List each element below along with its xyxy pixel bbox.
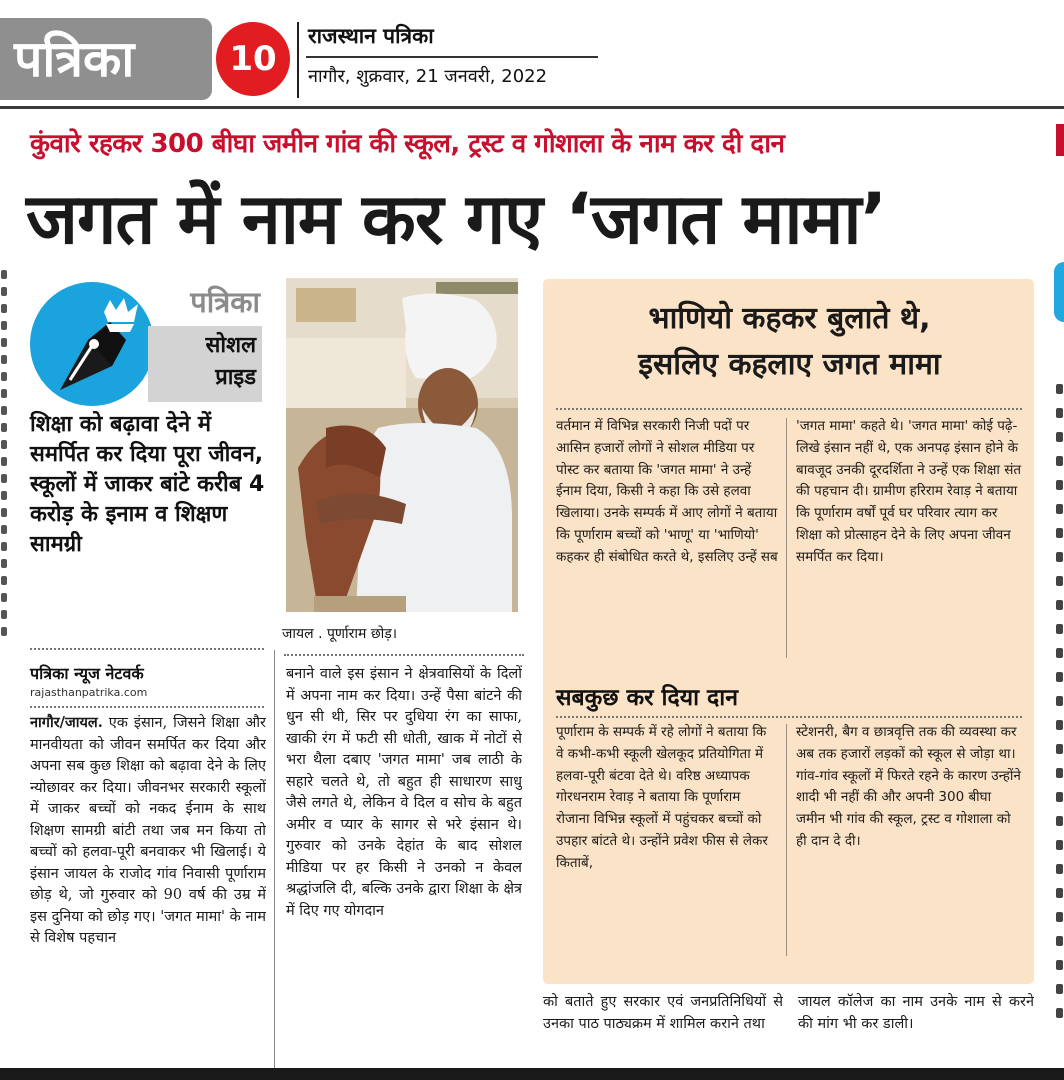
body-column-2: बनाने वाले इस इंसान ने क्षेत्रवासियों के दिलों में अपना नाम कर दिया। उन्हें पैसा बांटने की धुन सी थी, सिर पर दुधिया रंग का साफा, खाकी रंग में फटी सी धोती, खाक में नोटों से भरा थैला दबाए 'जगत मामा' जब लाठी के सहारे चलते थे, तो बहुत ही साधारण साधु जैसे लगते थे, लेकिन वे दिल व सोच के बहुत अमीर व प्यार के सागर से भरे इंसान थे। गुरुवार को उनके देहांत के बाद सोशल मीडिया पर हर किसी ने उनको न केवल श्रद्धांजलि दी, बल्कि उनके द्वारा शिक्षा के क्षेत्र में दिए गए योगदान <box>286 666 522 919</box>
masthead <box>0 0 1064 108</box>
dateline-lead: नागौर/जायल. <box>30 714 103 731</box>
body-column-4: जायल कॉलेज का नाम उनके नाम से करने की मांग भी कर डाली। <box>798 994 1034 1032</box>
adjacent-logo-right <box>1054 262 1064 322</box>
body-column-1 <box>30 712 266 1068</box>
sidebar-title <box>545 296 1034 388</box>
adjacent-column-right <box>1054 370 1064 1030</box>
pen-nib-logo-icon <box>30 282 154 406</box>
badge-brand: पत्रिका <box>190 285 260 319</box>
website: rajasthanpatrika.com <box>30 686 148 699</box>
deck-divider <box>30 648 264 650</box>
sidebar-subhead: सबकुछ कर दिया दान <box>556 685 738 711</box>
paper-name: राजस्थान पत्रिका <box>308 24 434 48</box>
badge-line-pride: प्राइड <box>215 365 256 390</box>
page-top-rule <box>0 106 1064 109</box>
sidebar-para1-right: 'जगत मामा' कहते थे। 'जगत मामा' कोई पढ़े-लिखे इंसान नहीं थे, एक अनपढ़ इंसान होने के बावजूद उनकी दूरदर्शिता ने उन्हें एक शिक्षा संत की पहचान दी। ग्रामीण हरिराम रेवाड़ ने बताया कि पूर्णाराम वर्षों पूर्व घर परिवार त्याग कर शिक्षा को प्रोत्साहन देने के लिए अपना जीवन समर्पित कर दिया। <box>796 418 1022 565</box>
bottom-edge-bar <box>0 1068 1064 1080</box>
portrait-photo <box>286 278 518 612</box>
sidebar-column-rule-1 <box>786 418 787 658</box>
brand-name: पत्रिका <box>14 30 135 88</box>
kicker-headline: कुंवारे रहकर 300 बीघा जमीन गांव की स्कूल, ट्रस्ट व गोशाला के नाम कर दी दान <box>30 129 785 159</box>
sidebar-para2-left: पूर्णाराम के सम्पर्क में रहे लोगों ने बताया कि वे कभी-कभी स्कूली खेलकूद प्रतियोगिता में हलवा-पूरी बंटवा देते थे। वरिष्ठ अध्यापक गोरधनराम रेवाड़ ने बताया कि पूर्णाराम रोजाना विभिन्न स्कूलों में पहुंचकर बच्चों को उपहार बांटते थे। उन्होंने प्रवेश फीस से लेकर किताबें, <box>556 724 768 871</box>
story-deck: शिक्षा को बढ़ावा देने में समर्पित कर दिया पूरा जीवन, स्कूलों में जाकर बांटे करीब 4 करोड़ के इनाम व शिक्षण सामग्री <box>30 412 265 557</box>
main-headline: जगत में नाम कर गए ‘जगत मामा’ <box>26 178 887 260</box>
masthead-divider <box>297 22 299 98</box>
sidebar-title-line-2: इसलिए कहलाए जगत मामा <box>638 347 941 382</box>
adjacent-column-left <box>0 262 12 672</box>
subhead-divider <box>556 716 1022 718</box>
adjacent-kicker-right <box>1056 124 1064 156</box>
brand-box <box>0 18 212 100</box>
byline: पत्रिका न्यूज नेटवर्क <box>30 664 144 683</box>
sidebar-title-line-1: भाणियो कहकर बुलाते थे, <box>648 301 931 336</box>
body-column-3: को बताते हुए सरकार एवं जनप्रतिनिधियों से उनका पाठ पाठ्यक्रम में शामिल कराने तथा <box>543 994 783 1032</box>
body-column-1-text: एक इंसान, जिसने शिक्षा और मानवीयता को जीवन समर्पित कर दिया और अपना सब कुछ शिक्षा को बढ़ावा देने के लिए न्योछावर कर दिया। जीवनभर सरकारी स्कूलों में जाकर बच्चों को नकद ईनाम के साथ शिक्षण सामग्री बांटी तथा जब मन किया तो बच्चों को हलवा-पूरी बनवाकर भी खिलाई। ये इंसान जायल के राजोद गांव निवासी पूर्णाराम छोड़ थे, जो गुरुवार को 90 वर्ष की उम्र में इस दुनिया को छोड़ गए। 'जगत मामा' के नाम से विशेष पहचान <box>30 715 266 946</box>
caption-divider <box>284 654 524 656</box>
photo-caption: जायल . पूर्णाराम छोड़। <box>282 626 398 642</box>
sidebar-para2-right: स्टेशनरी, बैग व छात्रवृत्ति तक की व्यवस्था कर अब तक हजारों लड़कों को स्कूल से जोड़ा था। गांव-गांव स्कूलों में फिरते रहने के कारण उन्होंने शादी भी नहीं की और अपनी 300 बीघा जमीन भी गांव की स्कूल, ट्रस्ट व गोशाला को ही दान दे दी। <box>796 724 1021 849</box>
sidebar-title-divider <box>556 408 1022 410</box>
badge-line-social: सोशल <box>205 333 256 358</box>
social-pride-badge <box>148 326 262 402</box>
sidebar-para1-left: वर्तमान में विभिन्न सरकारी निजी पदों पर आसिन हजारों लोगों ने सोशल मीडिया पर पोस्ट कर बताया कि 'जगत मामा' ने उन्हें ईनाम दिया, किसी ने कहा कि उसे हलवा खिलाया। उनके सम्पर्क में आए लोगों ने बताया कि पूर्णाराम बच्चों को 'भाणू' या 'भाणियो' कहकर ही संबोधित करते थे, इसलिए उन्हें सब <box>556 418 778 565</box>
page-number: 10 <box>216 22 290 96</box>
dateline: नागौर, शुक्रवार, 21 जनवरी, 2022 <box>308 66 548 87</box>
byline-divider <box>30 706 264 708</box>
column-rule <box>274 650 275 1075</box>
masthead-rule <box>306 56 598 58</box>
sidebar-column-rule-2 <box>786 724 787 956</box>
